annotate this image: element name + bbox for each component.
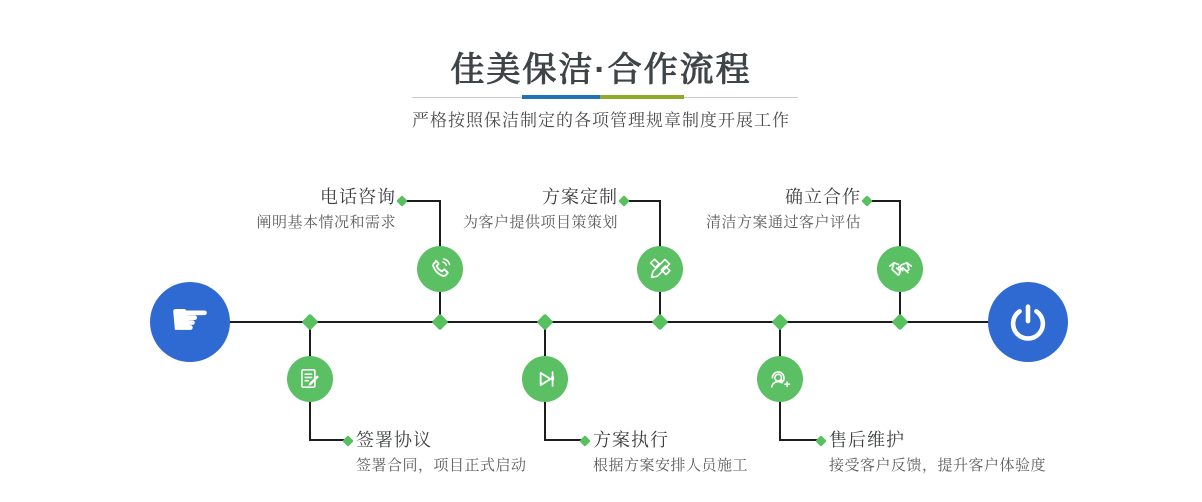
- timeline-diamond: [772, 314, 789, 331]
- timeline-diamond: [302, 314, 319, 331]
- timeline-diamond: [892, 314, 909, 331]
- document-pen-icon: [297, 366, 323, 392]
- label-diamond: [342, 435, 353, 446]
- connector-horizontal-bottom-1: [309, 439, 346, 441]
- play-execute-icon: [532, 366, 558, 392]
- step-title: 售后维护: [829, 430, 905, 450]
- timeline-diamond: [537, 314, 554, 331]
- step-label-phone: [146, 186, 396, 233]
- page-subtitle: 严格按照保洁制定的各项管理规章制度开展工作: [412, 111, 790, 130]
- step-label-cooperation: [611, 186, 861, 233]
- step-label-design: [368, 186, 618, 233]
- step-desc: 清洁方案通过客户评估: [705, 214, 861, 231]
- start-node: [150, 282, 230, 362]
- step-desc: 根据方案安排人员施工: [593, 457, 749, 474]
- handshake-icon: [887, 256, 914, 283]
- step-title: 方案执行: [593, 430, 669, 450]
- step-desc: 阐明基本情况和需求: [256, 214, 396, 231]
- step-node-design: [637, 246, 683, 292]
- end-node: [988, 282, 1068, 362]
- step-node-aftersale: [757, 356, 803, 402]
- headset-plus-icon: [767, 366, 793, 392]
- power-icon: [1007, 301, 1049, 343]
- step-title: 电话咨询: [320, 187, 396, 207]
- step-desc: 为客户提供项目策策划: [462, 214, 618, 231]
- phone-icon: [427, 256, 453, 282]
- step-node-sign: [287, 356, 333, 402]
- connector-horizontal-top-3: [869, 200, 901, 202]
- step-node-cooperation: [877, 246, 923, 292]
- timeline-diamond: [432, 314, 449, 331]
- timeline-diamond: [652, 314, 669, 331]
- step-title: 签署协议: [356, 430, 432, 450]
- page-title: 佳美保洁·合作流程: [450, 51, 752, 89]
- divider-accent-blue: [522, 95, 600, 99]
- step-desc: 接受客户反馈，提升客户体验度: [829, 457, 1047, 474]
- design-tools-icon: [647, 256, 673, 282]
- step-node-execute: [522, 356, 568, 402]
- hand-pointing-right-icon: ☛: [169, 293, 211, 345]
- divider-accent-green: [600, 95, 684, 99]
- step-title: 方案定制: [542, 187, 618, 207]
- step-title: 确立合作: [785, 187, 861, 207]
- step-label-aftersale: [829, 429, 1129, 476]
- step-desc: 签署合同，项目正式启动: [356, 457, 527, 474]
- step-node-phone: [417, 246, 463, 292]
- label-diamond: [861, 195, 872, 206]
